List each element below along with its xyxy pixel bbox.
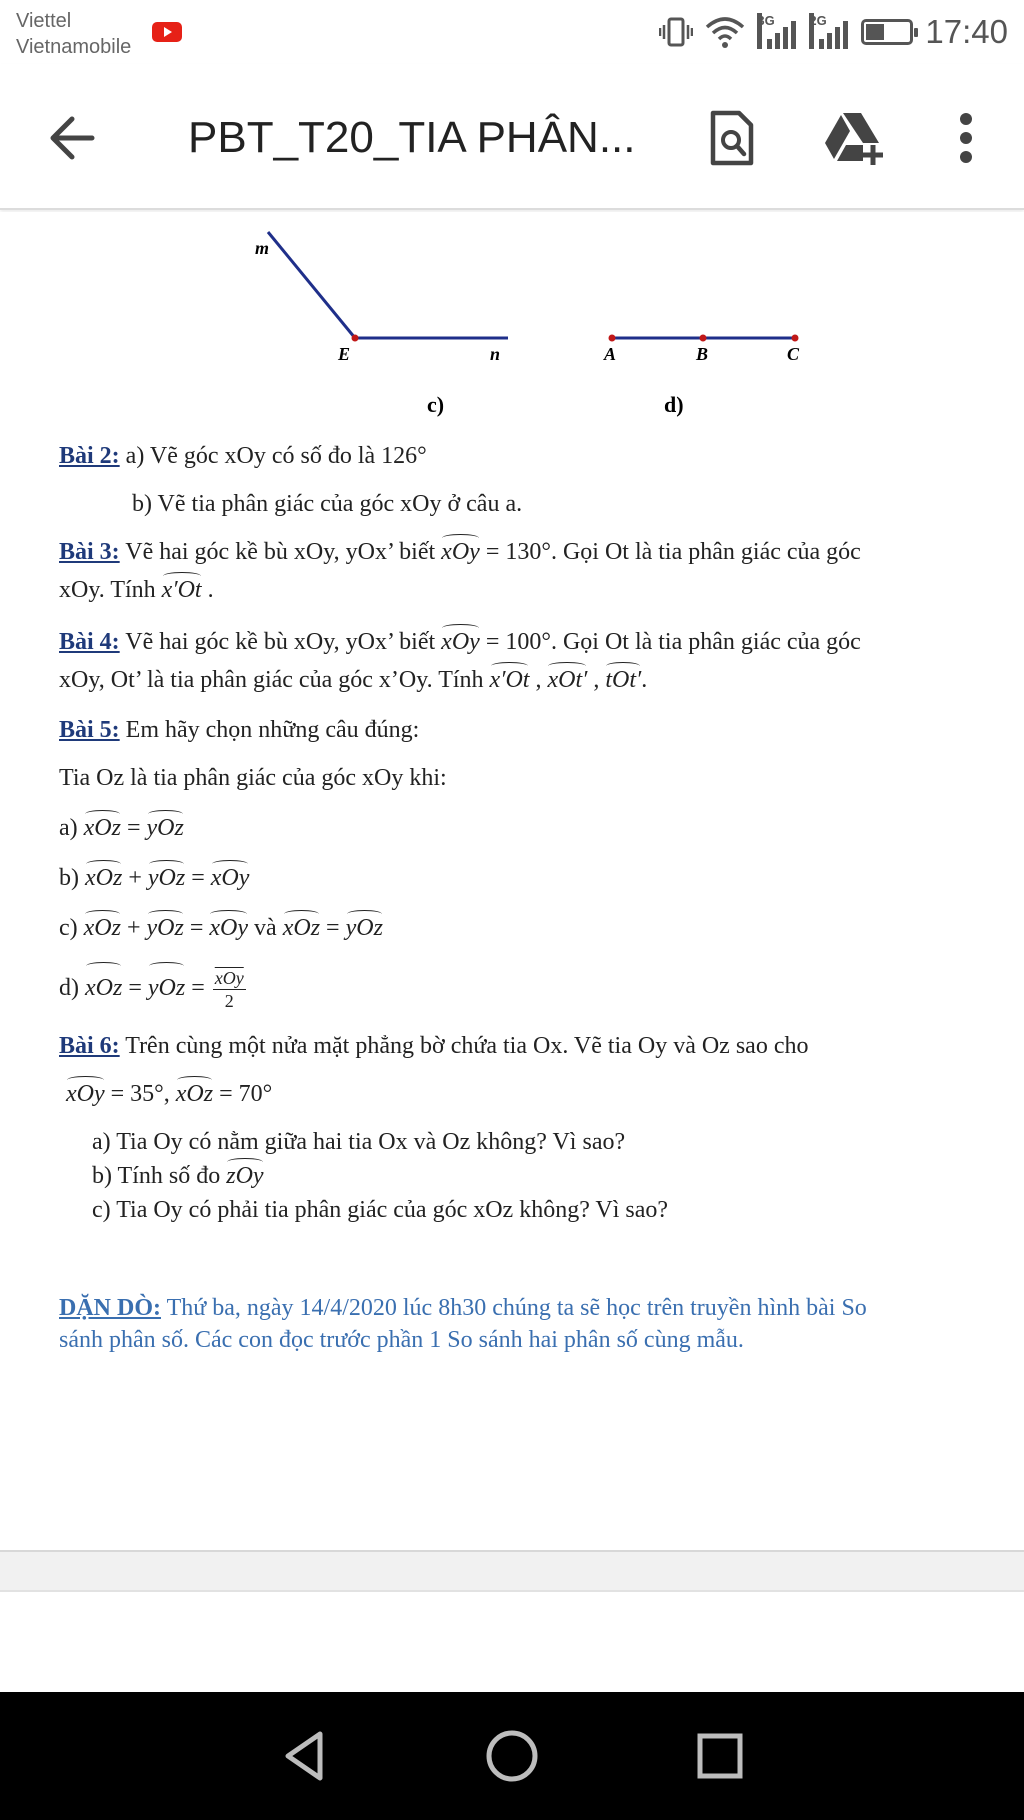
bai3-angle-x1Ot: x′Ot — [162, 574, 202, 606]
bai3-line-2 — [59, 574, 214, 606]
point-label-C: C — [787, 344, 800, 364]
bai3-heading: Bài 3: — [59, 539, 120, 565]
bai4-value-1: = 100°. Gọi Ot là tia phân giác của góc — [485, 629, 861, 655]
eq-sign: = — [326, 915, 340, 941]
bai4-angle-b: xOt′ — [547, 664, 587, 696]
bai4-sep-2: , — [593, 667, 600, 693]
figure-d — [603, 335, 800, 418]
eq-sign: = — [191, 975, 205, 1001]
bai5-intro: Tia Oz là tia phân giác của góc xOy khi: — [59, 765, 447, 791]
nav-recents-button[interactable] — [690, 1726, 750, 1786]
option-c-label: c) — [59, 915, 78, 941]
bai4-text-1: Vẽ hai góc kề bù xOy, yOx’ biết — [125, 629, 436, 655]
angle-yOz: yOz — [346, 912, 383, 944]
bai3-value-1: = 130°. Gọi Ot là tia phân giác của góc — [485, 539, 861, 565]
system-nav-bar — [0, 1692, 1024, 1820]
angle-xOz: xOz — [84, 912, 121, 944]
carrier-name-1: Viettel — [16, 10, 72, 32]
point-label-E: E — [338, 344, 351, 364]
status-icons — [659, 12, 1008, 52]
bai6-angle-xOy: xOy — [66, 1078, 105, 1110]
bai5-title: Em hãy chọn những câu đúng: — [125, 717, 420, 743]
battery-icon — [861, 19, 913, 45]
youtube-notification-icon — [152, 22, 182, 42]
bai6-angle-zOy: zOy — [226, 1160, 263, 1192]
bai6-question-c: c) Tia Oy có phải tia phân giác của góc xOz không? Vì sao? — [92, 1197, 669, 1223]
dan-do-text-2: sánh phân số. Các con đọc trước phần 1 So sánh hai phân số cùng mẫu. — [59, 1327, 744, 1353]
option-a-label: a) — [59, 815, 78, 841]
bai4-angle-a: x′Ot — [490, 664, 530, 696]
bai6-question-a: a) Tia Oy có nằm giữa hai tia Ox và Oz không? Vì sao? — [92, 1129, 626, 1155]
signal-3g-icon — [757, 15, 797, 49]
bai4-angle-xOy: xOy — [441, 626, 480, 658]
bai5-title-line — [59, 714, 419, 746]
back-triangle-icon — [276, 1726, 336, 1786]
bai6-given — [66, 1078, 272, 1110]
bai4-sep-1: , — [535, 667, 542, 693]
option-b-label: b) — [59, 865, 79, 891]
status-time: 17:40 — [925, 13, 1008, 50]
bai5-option-d — [59, 964, 246, 1012]
home-circle-icon — [482, 1726, 542, 1786]
vibrate-icon — [659, 15, 693, 49]
bai3-line-1 — [59, 536, 861, 568]
document-title: PBT_T20_TIA PHÂN... — [188, 113, 636, 162]
point-label-m: m — [255, 238, 270, 258]
recents-square-icon — [690, 1726, 750, 1786]
page-separator — [0, 1550, 1024, 1592]
fraction-numerator: $\overline{xOy}$ — [214, 967, 244, 988]
bai5-option-b — [59, 862, 249, 894]
angle-yOz: yOz — [147, 812, 184, 844]
bai2-line-a — [59, 440, 427, 472]
angle-xOy: xOy — [211, 862, 250, 894]
carrier-info — [16, 8, 131, 60]
fraction-denominator: 2 — [224, 990, 234, 1011]
figures — [0, 212, 1024, 432]
plus-sign: + — [128, 865, 142, 891]
angle-xOz: xOz — [85, 964, 122, 1012]
add-to-drive-icon — [823, 111, 885, 165]
find-in-page-icon — [707, 110, 757, 166]
angle-yOz: yOz — [147, 912, 184, 944]
bai4-end: . — [641, 667, 648, 693]
network-type-2: 2G — [809, 13, 814, 49]
bai6-value-1: = 35°, — [110, 1081, 170, 1107]
eq-sign: = — [191, 865, 205, 891]
bai3-end: . — [207, 577, 214, 603]
angle-xOz: xOz — [84, 812, 121, 844]
bai3-text-1: Vẽ hai góc kề bù xOy, yOx’ biết — [125, 539, 436, 565]
dan-do-text-1: Thứ ba, ngày 14/4/2020 lúc 8h30 chúng ta sẽ học trên truyền hình bài So — [166, 1295, 867, 1321]
angle-xOz: xOz — [283, 912, 320, 944]
eq-sign: = — [126, 815, 141, 841]
plus-sign: + — [126, 915, 141, 941]
more-vert-icon — [958, 112, 974, 164]
dan-do-line-1 — [59, 1292, 867, 1324]
viewer-background — [0, 1592, 1024, 1692]
bai4-line-2 — [59, 664, 647, 696]
bai4-text-2: xOy, Ot’ là tia phân giác của góc x’Oy. Tính — [59, 667, 484, 693]
fraction-xOy-over-2 — [213, 969, 246, 1010]
nav-home-button[interactable] — [482, 1726, 542, 1786]
nav-back-button[interactable] — [276, 1726, 336, 1786]
bai4-heading: Bài 4: — [59, 629, 120, 655]
bai3-angle-xOy: xOy — [441, 536, 480, 568]
bai2-part-b: b) Vẽ tia phân giác của góc xOy ở câu a. — [132, 491, 523, 517]
find-in-page-button[interactable] — [700, 106, 764, 170]
angle-xOy: xOy — [209, 912, 248, 944]
figure-label-c: c) — [427, 392, 445, 417]
bai4-angle-c: tOt′ — [605, 664, 641, 696]
dan-do-heading: DẶN DÒ: — [59, 1295, 161, 1321]
bai2-heading: Bài 2: — [59, 443, 120, 469]
signal-2g-icon — [809, 15, 849, 49]
bai6-heading: Bài 6: — [59, 1033, 120, 1059]
point-label-n: n — [490, 344, 501, 364]
bai5-heading: Bài 5: — [59, 717, 120, 743]
wifi-icon — [705, 15, 745, 49]
eq-sign: = — [128, 975, 142, 1001]
bai6-b-text: b) Tính số đo — [92, 1163, 221, 1189]
angle-yOz: yOz — [148, 964, 185, 1012]
point-label-B: B — [696, 344, 709, 364]
bai6-title: Trên cùng một nửa mặt phẳng bờ chứa tia Ox. Vẽ tia Oy và Oz sao cho — [125, 1033, 809, 1059]
bai6-question-b — [92, 1160, 264, 1192]
network-type-1: 3G — [757, 13, 762, 49]
more-options-button[interactable] — [934, 106, 998, 170]
bai3-text-2: xOy. Tính — [59, 577, 156, 603]
bai5-option-a — [59, 812, 184, 844]
bai6-value-2: = 70° — [219, 1081, 273, 1107]
document-page[interactable] — [0, 212, 1024, 1550]
point-label-A: A — [604, 344, 617, 364]
figure-c — [255, 232, 508, 417]
bai2-part-a: a) Vẽ góc xOy có số đo là 126° — [125, 443, 427, 469]
status-bar — [0, 0, 1024, 64]
option-d-label: d) — [59, 975, 79, 1001]
bai5-option-c — [59, 912, 383, 944]
and-word: và — [254, 915, 277, 941]
angle-xOz: xOz — [85, 862, 122, 894]
back-arrow-icon — [40, 104, 108, 172]
bai6-angle-xOz: xOz — [176, 1078, 213, 1110]
app-bar — [0, 64, 1024, 210]
add-to-drive-button[interactable] — [822, 106, 886, 170]
carrier-name-2: Vietnamobile — [16, 36, 132, 58]
bai6-title-line — [59, 1030, 808, 1062]
eq-sign: = — [189, 915, 204, 941]
back-button[interactable] — [40, 104, 108, 172]
bai4-line-1 — [59, 626, 861, 658]
figure-label-d: d) — [664, 392, 684, 417]
angle-yOz: yOz — [148, 862, 185, 894]
